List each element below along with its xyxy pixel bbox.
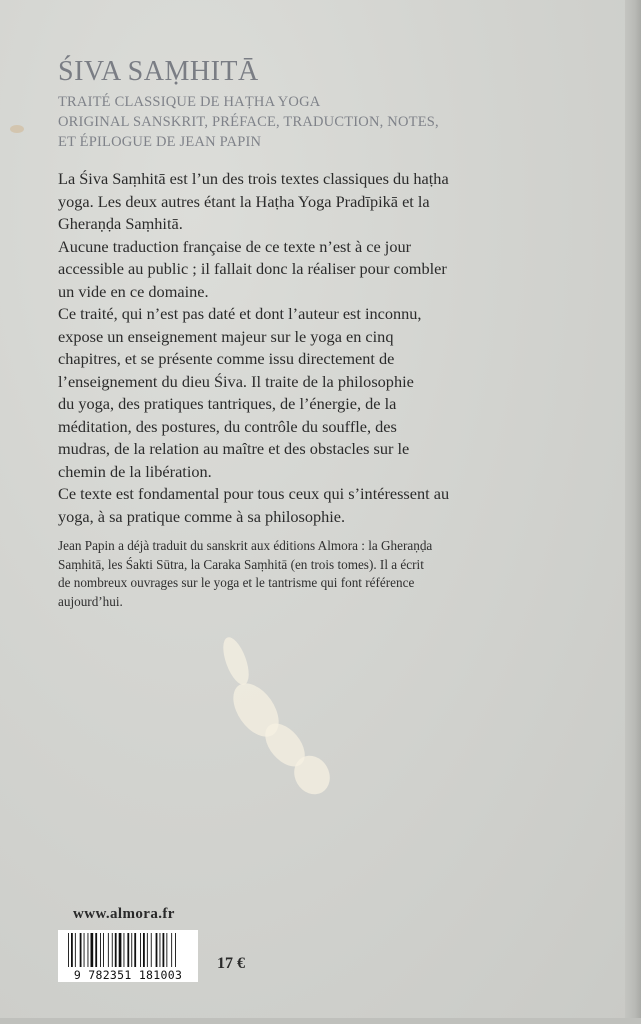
bio-line: Jean Papin a déjà traduit du sanskrit aux éditions Almora : la Gheraṇḍa — [58, 538, 433, 553]
barcode-bar — [91, 933, 94, 967]
barcode-bar — [71, 933, 73, 967]
subtitle-line: TRAITÉ CLASSIQUE DE HAṬHA YOGA — [58, 94, 321, 110]
description-line: du yoga, des pratiques tantriques, de l’énergie, de la — [58, 394, 397, 413]
price: 17 € — [217, 955, 245, 972]
barcode-bar — [151, 933, 152, 967]
publisher-website: www.almora.fr — [73, 906, 175, 922]
subtitle-line: ORIGINAL SANSKRIT, PRÉFACE, TRADUCTION, NOTES, — [58, 114, 439, 130]
barcode-bar — [95, 933, 97, 967]
subtitle-line: ET ÉPILOGUE DE JEAN PAPIN — [58, 134, 262, 150]
barcode-bar — [119, 933, 122, 967]
barcode-bars — [68, 933, 188, 967]
barcode-bar — [100, 933, 101, 967]
description-line: Aucune traduction française de ce texte n’est à ce jour — [58, 236, 412, 256]
barcode-bar — [108, 933, 109, 967]
description-line: chapitres, et se présente comme issu directement de — [58, 349, 395, 368]
bio-line: Saṃhitā, les Śakti Sūtra, la Caraka Saṃhitā (en trois tomes). Il a écrit — [58, 556, 424, 572]
barcode-bar — [140, 933, 141, 967]
description-line: La Śiva Saṃhitā est l’un des trois textes classiques du haṭha — [58, 169, 449, 188]
description-line: chemin de la libération. — [58, 461, 212, 481]
description-line: expose un enseignement majeur sur le yoga en cinq — [58, 326, 394, 346]
barcode-bar — [131, 933, 132, 967]
barcode-bar — [175, 933, 176, 967]
page-edge — [0, 1018, 641, 1024]
spine-edge — [625, 0, 641, 1024]
description-line: accessible au public ; il fallait donc la réaliser pour combler — [58, 259, 447, 278]
barcode-bar — [115, 933, 117, 967]
description-line: Gheraṇḍa Saṃhitā. — [58, 214, 183, 233]
description-line: méditation, des postures, du contrôle du souffle, des — [58, 416, 397, 436]
book-title: ŚIVA SAṂHITĀ — [58, 56, 259, 87]
bio-line: aujourd’hui. — [58, 593, 123, 609]
description-line: Ce texte est fondamental pour tous ceux qui s’intéressent au — [58, 484, 450, 503]
barcode-bar — [103, 933, 104, 967]
barcode-bar — [160, 933, 161, 967]
author-bio — [58, 537, 578, 611]
book-description — [58, 168, 578, 528]
bio-line: de nombreux ouvrages sur le yoga et le tantrisme qui font référence — [58, 575, 415, 590]
wear-mark — [10, 125, 24, 133]
barcode-bar — [171, 933, 172, 967]
description-line: l’enseignement du dieu Śiva. Il traite de la philosophie — [58, 371, 414, 391]
barcode-bar — [134, 933, 136, 967]
isbn-number: 9 782351 181003 — [73, 968, 183, 982]
barcode-bar — [166, 933, 167, 967]
barcode-bar — [124, 933, 125, 967]
barcode-bar — [84, 933, 85, 967]
description-line: yoga. Les deux autres étant la Haṭha Yoga Pradīpikā et la — [58, 191, 430, 211]
description-line: yoga, à sa pratique comme à sa philosophie. — [58, 506, 346, 526]
barcode-bar — [75, 933, 76, 967]
isbn-barcode — [58, 930, 198, 982]
barcode-bar — [88, 933, 89, 967]
barcode-bar — [68, 933, 69, 967]
barcode-bar — [156, 933, 158, 967]
barcode-bar — [80, 933, 82, 967]
barcode-bar — [143, 933, 145, 967]
barcode-bar — [127, 933, 129, 967]
description-line: mudras, de la relation au maître et des obstacles sur le — [58, 439, 410, 458]
description-line: un vide en ce domaine. — [58, 281, 209, 301]
barcode-bar — [147, 933, 148, 967]
barcode-bar — [163, 933, 165, 967]
barcode-bar — [112, 933, 113, 967]
description-line: Ce traité, qui n’est pas daté et dont l’auteur est inconnu, — [58, 304, 422, 323]
